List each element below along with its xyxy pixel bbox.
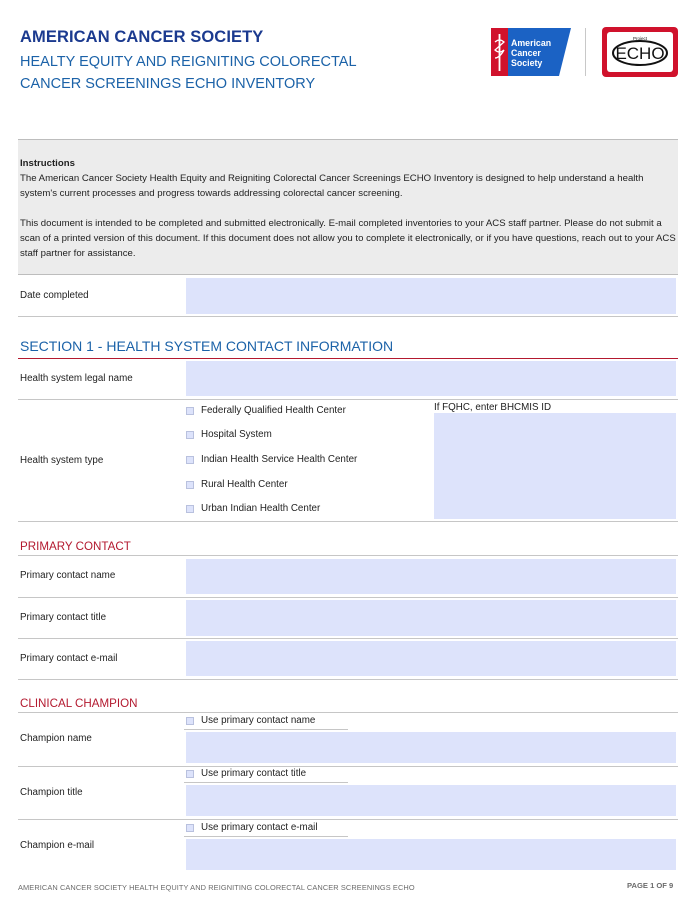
divider [18, 819, 678, 820]
divider [18, 679, 678, 680]
footer-text: AMERICAN CANCER SOCIETY HEALTH EQUITY AND REIGNITING COLORECTAL CANCER SCREENINGS ECHO [18, 883, 415, 892]
champion-email-label: Champion e-mail [20, 840, 95, 851]
document-title: HEALTY EQUITY AND REIGNITING COLORECTAL CANCER SCREENINGS ECHO INVENTORY [20, 54, 356, 92]
legal-name-label: Health system legal name [20, 373, 133, 384]
checkbox-urban-indian-health-center[interactable] [186, 505, 194, 513]
checkbox-fqhc[interactable] [186, 407, 194, 415]
clinical-champion-heading: CLINICAL CHAMPION [20, 697, 138, 710]
svg-text:Cancer: Cancer [511, 48, 541, 58]
primary-contact-email-label: Primary contact e-mail [20, 653, 118, 664]
champion-name-label: Champion name [20, 733, 92, 744]
divider [18, 555, 678, 556]
option-fqhc-label: Federally Qualified Health Center [201, 405, 346, 416]
checkbox-hospital-system[interactable] [186, 431, 194, 439]
champion-title-field[interactable] [186, 785, 676, 816]
date-completed-field[interactable] [186, 278, 676, 314]
instructions-paragraph-2: This document is intended to be completed and submitted electronically. E-mail completed inventories to your ACS staff partner. Please do not submit a scan of a printed version of this document. If this document does not allow you to complete it electronically, or if you have questions, reach out to your ACS staff partner for assistance. [20, 218, 676, 259]
option-urban-indian-health-center-label: Urban Indian Health Center [201, 503, 321, 514]
checkbox-rural-health-center[interactable] [186, 481, 194, 489]
use-primary-name-option[interactable] [186, 715, 315, 726]
champion-title-label: Champion title [20, 787, 83, 798]
option-underline [184, 782, 348, 783]
option-hospital-system[interactable] [186, 429, 272, 440]
logo-divider [585, 28, 586, 76]
primary-contact-title-field[interactable] [186, 600, 676, 636]
option-rural-health-center[interactable] [186, 479, 288, 490]
option-hospital-system-label: Hospital System [201, 429, 272, 440]
svg-text:Project: Project [632, 36, 648, 41]
champion-name-field[interactable] [186, 732, 676, 763]
svg-text:ECHO: ECHO [615, 44, 665, 63]
option-rural-health-center-label: Rural Health Center [201, 479, 288, 490]
checkbox-use-primary-title[interactable] [186, 770, 194, 778]
primary-contact-email-field[interactable] [186, 641, 676, 676]
champion-email-field[interactable] [186, 839, 676, 870]
divider [18, 597, 678, 598]
divider [18, 766, 678, 767]
fqhc-id-label: If FQHC, enter BHCMIS ID [434, 402, 552, 413]
primary-contact-heading: PRIMARY CONTACT [20, 540, 131, 553]
checkbox-indian-health-service[interactable] [186, 456, 194, 464]
option-indian-health-service[interactable] [186, 454, 357, 465]
divider [18, 712, 678, 713]
option-urban-indian-health-center[interactable] [186, 503, 320, 514]
use-primary-name-label: Use primary contact name [201, 715, 316, 726]
svg-text:American: American [511, 38, 552, 48]
option-underline [184, 836, 348, 837]
divider [18, 399, 678, 400]
instructions-heading: Instructions [20, 158, 75, 169]
use-primary-email-option[interactable] [186, 822, 318, 833]
instructions-panel [18, 139, 678, 275]
page-number: PAGE 1 OF 9 [627, 881, 674, 890]
svg-text:Society: Society [511, 58, 543, 68]
option-fqhc[interactable] [186, 405, 346, 416]
legal-name-field[interactable] [186, 361, 676, 396]
use-primary-title-option[interactable] [186, 768, 306, 779]
use-primary-title-label: Use primary contact title [201, 768, 307, 779]
divider [18, 638, 678, 639]
section-1-rule [18, 358, 678, 359]
checkbox-use-primary-name[interactable] [186, 717, 194, 725]
divider [18, 316, 678, 317]
checkbox-use-primary-email[interactable] [186, 824, 194, 832]
instructions-paragraph-1: The American Cancer Society Health Equity and Reigniting Colorectal Cancer Screenings ECHO Inventory is designed to help understand a health system's current processes and progress towards addressing colorectal cancer screening. [20, 173, 644, 199]
primary-contact-name-field[interactable] [186, 559, 676, 594]
project-echo-logo [602, 27, 678, 77]
option-underline [184, 729, 348, 730]
acs-logo [491, 28, 571, 76]
use-primary-email-label: Use primary contact e-mail [201, 822, 318, 833]
system-type-label: Health system type [20, 455, 104, 466]
organization-name: AMERICAN CANCER SOCIETY [20, 28, 264, 46]
primary-contact-title-label: Primary contact title [20, 612, 107, 623]
bhcmis-id-field[interactable] [434, 413, 676, 519]
date-completed-label: Date completed [20, 290, 89, 301]
divider [18, 521, 678, 522]
primary-contact-name-label: Primary contact name [20, 570, 116, 581]
option-indian-health-service-label: Indian Health Service Health Center [201, 454, 358, 465]
section-1-title: SECTION 1 - HEALTH SYSTEM CONTACT INFORMATION [20, 338, 394, 354]
